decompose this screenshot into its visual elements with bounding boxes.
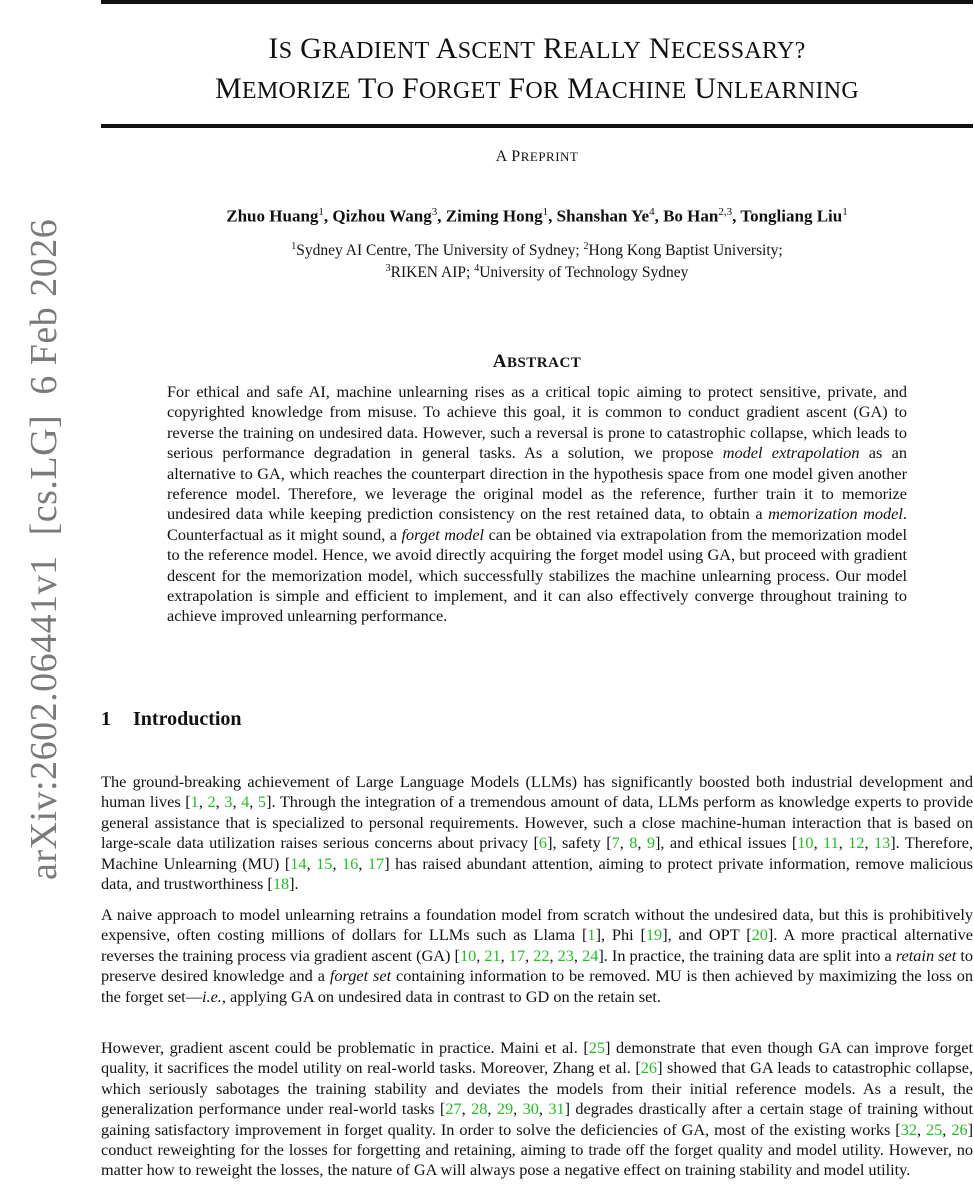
citation-link[interactable]: 17 — [367, 853, 385, 873]
citation-link[interactable]: 32 — [900, 1119, 917, 1139]
arxiv-identifier-stamp[interactable]: arXiv:2602.06441v1 [cs.LG] 6 Feb 2026 — [23, 218, 65, 880]
title-bottom-rule — [101, 124, 973, 128]
author-affiliation-mark: 1 — [842, 206, 848, 218]
author-name: Zhuo Huang — [226, 206, 319, 226]
citation-link[interactable]: 18 — [272, 874, 290, 894]
citation-link[interactable]: 30 — [522, 1099, 539, 1119]
citation-link[interactable]: 1 — [587, 925, 596, 945]
abstract-heading: ABSTRACT — [492, 351, 582, 372]
emphasis-text: model extrapolation — [722, 443, 860, 463]
author-affiliation-mark: 2,3 — [718, 206, 733, 218]
citation-link[interactable]: 15 — [316, 853, 333, 873]
author-name: Tongliang Liu — [740, 206, 843, 226]
citation-link[interactable]: 14 — [290, 853, 307, 873]
citation-link[interactable]: 12 — [848, 833, 865, 853]
citation-link[interactable]: 10 — [459, 945, 477, 965]
affiliation-mark: 2 — [583, 241, 589, 252]
author-affiliation-mark: 4 — [649, 206, 655, 218]
citation-link[interactable]: 19 — [645, 925, 663, 945]
section-heading-introduction — [101, 708, 242, 731]
intro-paragraph-3: However, gradient ascent could be problematic in practice. Maini et al. [25] demonstrate that even though GA can improve forget quality, it sacrifices the model utility on real-world tasks. Moreover, Zhang et al. [26] showed that GA leads to catastrophic collapse, which seriously sabotages the training stability and deviates the models from their initial reference models. As a result, the generalization performance under real-world tasks [27, 28, 29, 30, 31] degrades drastically after a certain stage of training without gaining satisfactory improvement in forget quality. In order to solve the deficiencies of GA, most of the existing works [32, 25, 26] conduct reweighting for the losses for forgetting and retaining, aiming to trade off the forget quality and model utility. However, no matter how to reweight the losses, the nature of GA will always pose a negative effect on training stability and model utility. — [101, 1038, 974, 1180]
top-rule — [101, 0, 973, 4]
affiliation-text: Hong Kong Baptist University; — [588, 242, 783, 260]
author-name: Ziming Hong — [445, 206, 543, 226]
affiliation-mark: 1 — [291, 241, 297, 252]
emphasis-text: i.e. — [201, 986, 222, 1006]
citation-link[interactable]: 26 — [951, 1119, 968, 1139]
citation-link[interactable]: 25 — [588, 1038, 606, 1057]
author-affiliation-mark: 1 — [542, 206, 549, 218]
citation-link[interactable]: 11 — [823, 833, 839, 853]
title-line-1: IS GRADIENT ASCENT REALLY NECESSARY? — [268, 32, 806, 65]
author-name: Shanshan Ye — [556, 206, 650, 226]
section-title: Introduction — [133, 708, 242, 730]
citation-link[interactable]: 4 — [241, 792, 250, 812]
author-name: Bo Han — [663, 206, 719, 226]
citation-link[interactable]: 17 — [508, 945, 526, 965]
citation-link[interactable]: 13 — [873, 833, 891, 853]
citation-link[interactable]: 7 — [611, 833, 620, 853]
affiliation-mark: 3 — [385, 263, 391, 274]
paper-title — [101, 30, 973, 110]
author-affiliation-mark: 1 — [318, 206, 324, 218]
affiliation-text: University of Technology Sydney — [479, 264, 689, 282]
citation-link[interactable]: 25 — [926, 1119, 943, 1139]
citation-link[interactable]: 29 — [496, 1099, 514, 1119]
citation-link[interactable]: 26 — [640, 1058, 658, 1078]
intro-paragraph-2: A naive approach to model unlearning retrains a foundation model from scratch without the undesired data, but this is prohibitively expensive, often costing millions of dollars for LLMs such as Llama [1], Phi [19], and OPT [20]. A more practical alternative reverses the training process via gradient ascent (GA) [10, 21, 17, 22, 23, 24]. In practice, the training data are split into a retain set to preserve desired knowledge and a forget set containing information to be removed. MU is then achieved by maximizing the loss on the forget set—i.e., applying GA on undesired data in contrast to GD on the retain set. — [101, 905, 974, 1006]
affiliation-text: Sydney AI Centre, The University of Sydney; — [296, 242, 584, 260]
citation-link[interactable]: 6 — [538, 833, 548, 853]
affiliation-text: RIKEN AIP; — [390, 264, 475, 282]
affiliations-line-2 — [101, 258, 973, 284]
citation-link[interactable]: 20 — [751, 925, 768, 945]
citation-link[interactable]: 2 — [207, 792, 216, 812]
section-number: 1 — [101, 708, 111, 730]
citation-link[interactable]: 24 — [582, 945, 599, 965]
emphasis-text: forget model — [401, 524, 485, 544]
citation-link[interactable]: 27 — [445, 1099, 462, 1119]
preprint-label: A PREPRINT — [495, 148, 579, 165]
citation-link[interactable]: 16 — [342, 853, 359, 873]
citation-link[interactable]: 28 — [471, 1099, 488, 1119]
emphasis-text: retain set — [895, 945, 957, 965]
citation-link[interactable]: 22 — [533, 945, 550, 965]
citation-link[interactable]: 8 — [629, 833, 638, 853]
author-name: Qizhou Wang — [332, 206, 432, 226]
citation-link[interactable]: 9 — [646, 833, 655, 853]
author-affiliation-mark: 3 — [431, 206, 438, 218]
title-line-2: MEMORIZE TO FORGET FOR MACHINE UNLEARNING — [214, 72, 860, 105]
emphasis-text: memorization model — [768, 504, 903, 524]
emphasis-text: forget set — [329, 966, 392, 986]
affiliation-mark: 4 — [474, 263, 480, 274]
citation-link[interactable]: 21 — [484, 945, 501, 965]
citation-link[interactable]: 31 — [548, 1099, 565, 1119]
citation-link[interactable]: 5 — [257, 792, 267, 812]
citation-link[interactable]: 10 — [797, 833, 814, 853]
citation-link[interactable]: 23 — [557, 945, 574, 965]
abstract-body: For ethical and safe AI, machine unlearning rises as a critical topic aiming to protect sensitive, private, and copyrighted knowledge from misuse. To achieve this goal, it is common to conduct gradient ascent (GA) to reverse the training on undesired data. However, such a reversal is prone to catastrophic collapse, which leads to serious performance degradation in general tasks. As a solution, we propose model extrapolation as an alternative to GA, which reaches the counterpart direction in the hypothesis space from one model given another reference model. Therefore, we leverage the original model as the reference, further train it to memorize undesired data while keeping prediction consistency on the rest retained data, to obtain a memorization model. Counterfactual as it might sound, a forget model can be obtained via extrapolation from the memorization model to the reference model. Hence, we avoid directly acquiring the forget model using GA, but proceed with gradient descent for the memorization model, which successfully stabilizes the machine unlearning process. Our model extrapolation is simple and efficient to implement, and it can also effectively converge throughout training to achieve improved unlearning performance. — [167, 382, 907, 626]
author-list: Zhuo Huang$^1$, Qizhou Wang$^3$, Ziming Hong$^1$, Shanshan Ye$^4$, Bo Han$^{2,3}$, Tongliang Liu$^1$ — [226, 206, 848, 226]
citation-link[interactable]: 3 — [224, 792, 233, 812]
intro-paragraph-1: The ground-breaking achievement of Large Language Models (LLMs) has significantly boosted both industrial development and human lives [1, 2, 3, 4, 5]. Through the integration of a tremendous amount of data, LLMs perform as knowledge experts to provide general assistance that is specialized to personal requirements. However, such a close machine-human interaction that is based on large-scale data utilization raises serious concerns about privacy [6], safety [7, 8, 9], and ethical issues [10, 11, 12, 13]. Therefore, Machine Unlearning (MU) [14, 15, 16, 17] has raised abundant attention, aiming to protect private information, remove malicious data, and trustworthiness [18]. — [101, 772, 974, 894]
citation-link[interactable]: 1 — [190, 792, 199, 812]
